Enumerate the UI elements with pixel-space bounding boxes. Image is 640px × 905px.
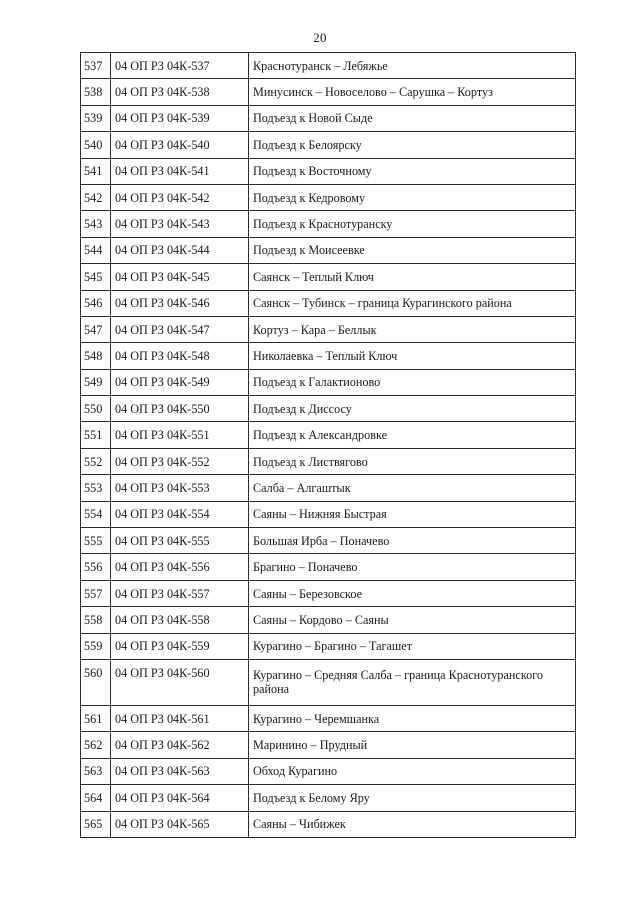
table-row xyxy=(81,264,576,290)
row-number-cell: 564 xyxy=(81,785,111,811)
row-number-cell: 548 xyxy=(81,343,111,369)
road-name-cell: Подъезд к Краснотуранску xyxy=(249,211,576,237)
road-name-cell: Подъезд к Белому Яру xyxy=(249,785,576,811)
road-code-cell: 04 ОП РЗ 04К-558 xyxy=(111,607,249,633)
road-code-cell: 04 ОП РЗ 04К-563 xyxy=(111,758,249,784)
table-row xyxy=(81,475,576,501)
road-code-cell: 04 ОП РЗ 04К-560 xyxy=(111,659,249,705)
road-name-cell: Подъезд к Моисеевке xyxy=(249,237,576,263)
row-number-cell: 559 xyxy=(81,633,111,659)
road-name-cell: Саяны – Нижняя Быстрая xyxy=(249,501,576,527)
table-row xyxy=(81,607,576,633)
table-row xyxy=(81,79,576,105)
row-number-cell: 563 xyxy=(81,758,111,784)
road-code-cell: 04 ОП РЗ 04К-550 xyxy=(111,396,249,422)
row-number-cell: 542 xyxy=(81,184,111,210)
row-number-cell: 561 xyxy=(81,705,111,731)
road-name-cell: Салба – Алгаштык xyxy=(249,475,576,501)
row-number-cell: 562 xyxy=(81,732,111,758)
table-row xyxy=(81,211,576,237)
table-row xyxy=(81,811,576,837)
road-name-cell: Саянск – Теплый Ключ xyxy=(249,264,576,290)
road-code-cell: 04 ОП РЗ 04К-559 xyxy=(111,633,249,659)
row-number-cell: 539 xyxy=(81,105,111,131)
row-number-cell: 554 xyxy=(81,501,111,527)
road-code-cell: 04 ОП РЗ 04К-540 xyxy=(111,132,249,158)
table-row xyxy=(81,53,576,79)
table-row xyxy=(81,732,576,758)
road-name-cell: Саянск – Тубинск – граница Курагинского района xyxy=(249,290,576,316)
row-number-cell: 557 xyxy=(81,580,111,606)
table-row xyxy=(81,422,576,448)
road-name-cell: Саяны – Кордово – Саяны xyxy=(249,607,576,633)
table-row xyxy=(81,448,576,474)
table-row xyxy=(81,237,576,263)
road-name-cell: Маринино – Прудный xyxy=(249,732,576,758)
table-row xyxy=(81,554,576,580)
road-name-cell: Подъезд к Листвягово xyxy=(249,448,576,474)
road-name-cell: Подъезд к Новой Сыде xyxy=(249,105,576,131)
table-row xyxy=(81,580,576,606)
table-row xyxy=(81,785,576,811)
road-code-cell: 04 ОП РЗ 04К-539 xyxy=(111,105,249,131)
road-name-cell: Подъезд к Александровке xyxy=(249,422,576,448)
row-number-cell: 555 xyxy=(81,528,111,554)
road-code-cell: 04 ОП РЗ 04К-549 xyxy=(111,369,249,395)
road-name-cell: Подъезд к Восточному xyxy=(249,158,576,184)
road-code-cell: 04 ОП РЗ 04К-553 xyxy=(111,475,249,501)
road-code-cell: 04 ОП РЗ 04К-547 xyxy=(111,316,249,342)
road-name-cell: Саяны – Чибижек xyxy=(249,811,576,837)
road-code-cell: 04 ОП РЗ 04К-565 xyxy=(111,811,249,837)
row-number-cell: 543 xyxy=(81,211,111,237)
road-code-cell: 04 ОП РЗ 04К-557 xyxy=(111,580,249,606)
row-number-cell: 537 xyxy=(81,53,111,79)
table-row xyxy=(81,105,576,131)
row-number-cell: 549 xyxy=(81,369,111,395)
road-name-cell: Подъезд к Диссосу xyxy=(249,396,576,422)
row-number-cell: 545 xyxy=(81,264,111,290)
road-name-cell: Курагино – Черемшанка xyxy=(249,705,576,731)
table-row xyxy=(81,290,576,316)
row-number-cell: 551 xyxy=(81,422,111,448)
table-row xyxy=(81,369,576,395)
road-code-cell: 04 ОП РЗ 04К-562 xyxy=(111,732,249,758)
road-code-cell: 04 ОП РЗ 04К-538 xyxy=(111,79,249,105)
road-code-cell: 04 ОП РЗ 04К-537 xyxy=(111,53,249,79)
table-row xyxy=(81,528,576,554)
road-code-cell: 04 ОП РЗ 04К-548 xyxy=(111,343,249,369)
road-name-cell: Курагино – Брагино – Тагашет xyxy=(249,633,576,659)
row-number-cell: 553 xyxy=(81,475,111,501)
road-code-cell: 04 ОП РЗ 04К-541 xyxy=(111,158,249,184)
road-code-cell: 04 ОП РЗ 04К-556 xyxy=(111,554,249,580)
road-code-cell: 04 ОП РЗ 04К-552 xyxy=(111,448,249,474)
row-number-cell: 544 xyxy=(81,237,111,263)
road-code-cell: 04 ОП РЗ 04К-544 xyxy=(111,237,249,263)
roads-table-body xyxy=(81,53,576,838)
road-name-cell: Брагино – Поначево xyxy=(249,554,576,580)
row-number-cell: 552 xyxy=(81,448,111,474)
table-row xyxy=(81,501,576,527)
road-name-cell: Курагино – Средняя Салба – граница Краснотуранского района xyxy=(249,659,576,705)
row-number-cell: 558 xyxy=(81,607,111,633)
row-number-cell: 550 xyxy=(81,396,111,422)
road-code-cell: 04 ОП РЗ 04К-545 xyxy=(111,264,249,290)
road-code-cell: 04 ОП РЗ 04К-551 xyxy=(111,422,249,448)
road-name-cell: Обход Курагино xyxy=(249,758,576,784)
table-row xyxy=(81,316,576,342)
table-row xyxy=(81,758,576,784)
table-row xyxy=(81,633,576,659)
row-number-cell: 560 xyxy=(81,659,111,705)
road-code-cell: 04 ОП РЗ 04К-561 xyxy=(111,705,249,731)
table-row xyxy=(81,705,576,731)
road-name-cell: Саяны – Березовское xyxy=(249,580,576,606)
road-name-cell: Подъезд к Кедровому xyxy=(249,184,576,210)
road-code-cell: 04 ОП РЗ 04К-542 xyxy=(111,184,249,210)
road-name-cell: Подъезд к Белоярску xyxy=(249,132,576,158)
road-name-cell: Подъезд к Галактионово xyxy=(249,369,576,395)
table-row xyxy=(81,132,576,158)
road-code-cell: 04 ОП РЗ 04К-546 xyxy=(111,290,249,316)
table-row xyxy=(81,184,576,210)
road-name-cell: Николаевка – Теплый Ключ xyxy=(249,343,576,369)
road-name-cell: Минусинск – Новоселово – Сарушка – Кортуз xyxy=(249,79,576,105)
row-number-cell: 556 xyxy=(81,554,111,580)
road-code-cell: 04 ОП РЗ 04К-555 xyxy=(111,528,249,554)
row-number-cell: 547 xyxy=(81,316,111,342)
row-number-cell: 541 xyxy=(81,158,111,184)
road-name-cell: Краснотуранск – Лебяжье xyxy=(249,53,576,79)
table-row xyxy=(81,343,576,369)
row-number-cell: 546 xyxy=(81,290,111,316)
row-number-cell: 540 xyxy=(81,132,111,158)
road-name-cell: Кортуз – Кара – Беллык xyxy=(249,316,576,342)
road-code-cell: 04 ОП РЗ 04К-554 xyxy=(111,501,249,527)
table-row xyxy=(81,659,576,705)
row-number-cell: 538 xyxy=(81,79,111,105)
road-name-cell: Большая Ирба – Поначево xyxy=(249,528,576,554)
table-row xyxy=(81,396,576,422)
road-code-cell: 04 ОП РЗ 04К-543 xyxy=(111,211,249,237)
road-code-cell: 04 ОП РЗ 04К-564 xyxy=(111,785,249,811)
roads-table xyxy=(80,52,576,838)
row-number-cell: 565 xyxy=(81,811,111,837)
page-number: 20 xyxy=(313,30,327,45)
table-row xyxy=(81,158,576,184)
